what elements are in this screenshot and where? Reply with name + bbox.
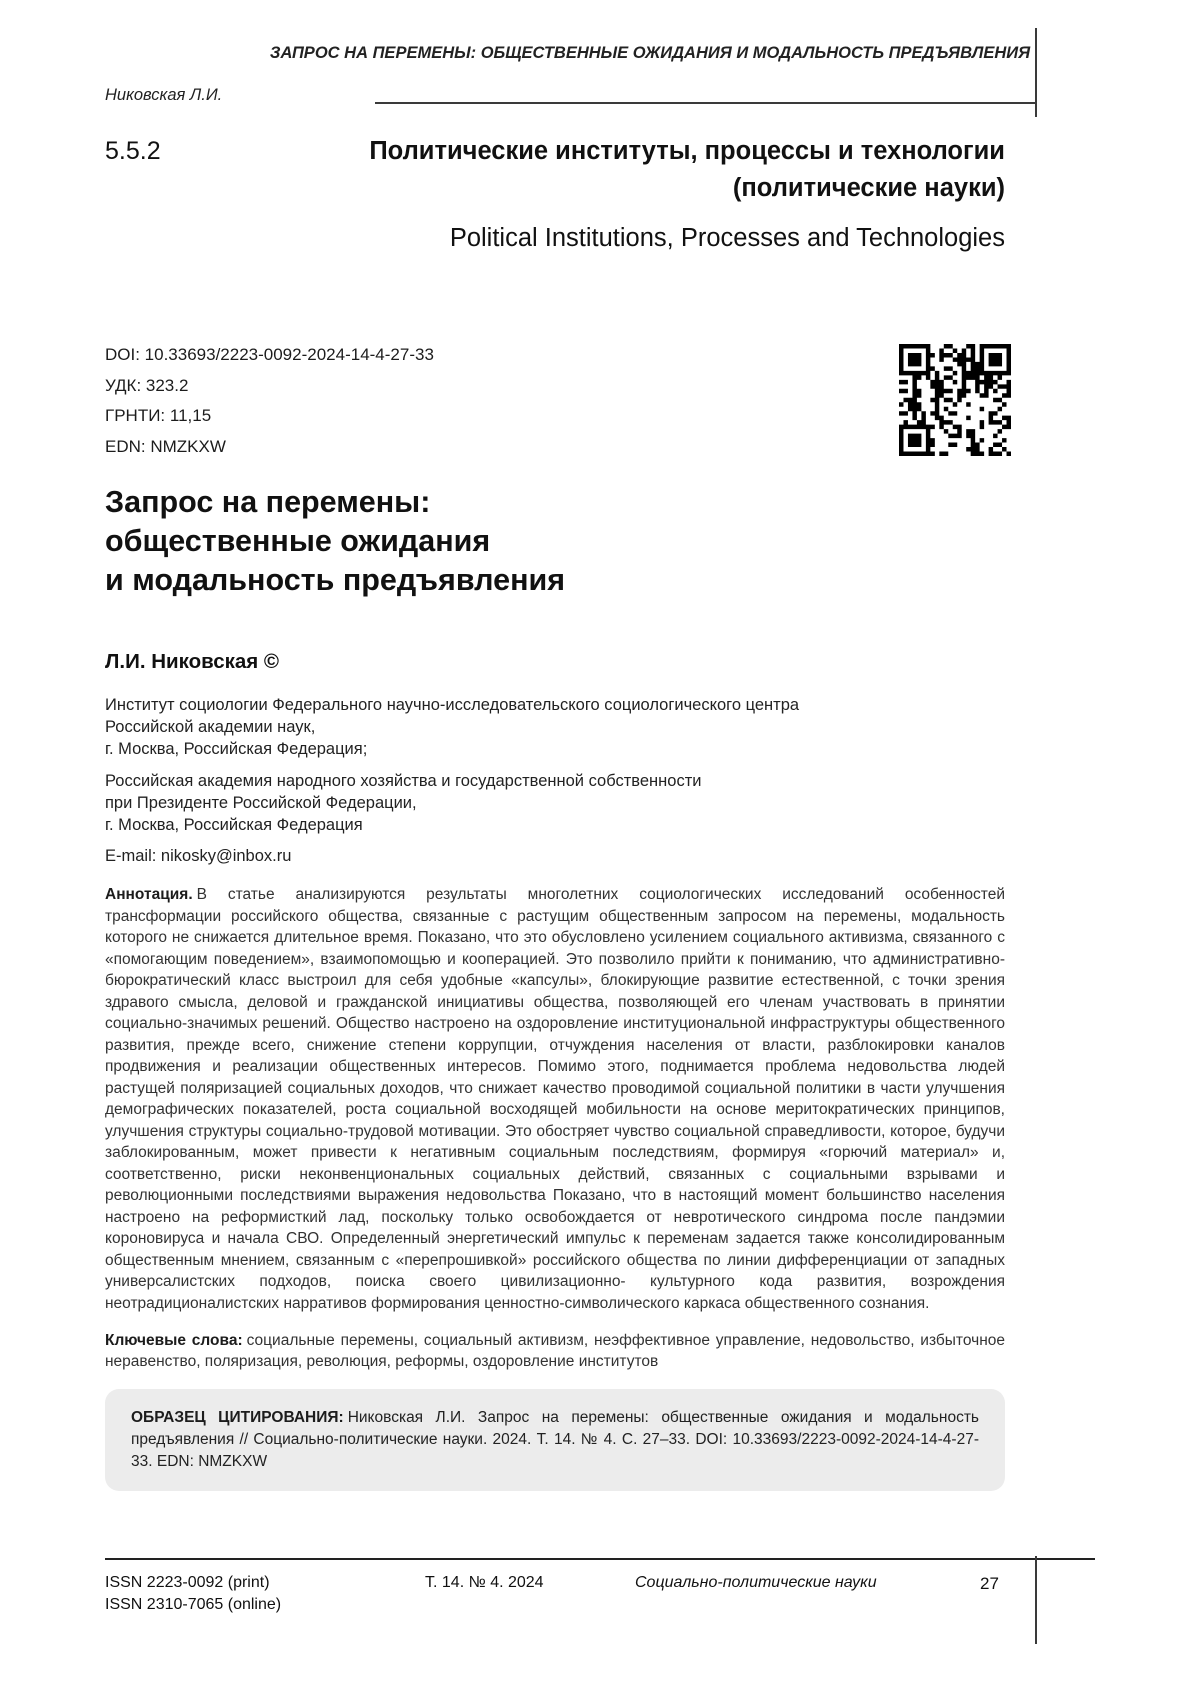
keywords-text: социальные перемены, социальный активизм, неэффективное управление, недовольство, избыточное неравенство, поляризация, революция, реформы, оздоровление институтов <box>105 1331 1006 1370</box>
udk-line: УДК: 323.2 <box>105 375 189 395</box>
section-title-ru-line2: (политические науки) <box>732 174 1005 202</box>
issn-print: ISSN 2223-0092 (print) <box>105 1574 270 1591</box>
abstract-label: Аннотация. <box>105 886 193 903</box>
affiliation-1 <box>105 694 1005 760</box>
section-title-ru-line1: Политические институты, процессы и технологии <box>369 137 1005 165</box>
header-divider <box>375 102 1036 104</box>
footer-journal-name: Социально-политические науки <box>635 1574 877 1591</box>
citation-box <box>105 1389 1005 1491</box>
issn-online: ISSN 2310-7065 (online) <box>105 1596 282 1613</box>
affiliation-1-line1: Институт социологии Федерального научно-исследовательского социологического центра <box>105 696 800 714</box>
footer-page-number: 27 <box>980 1574 999 1593</box>
section-heading <box>105 133 1005 253</box>
section-title-en: Political Institutions, Processes and Technologies <box>449 224 1005 252</box>
article-title <box>105 483 1005 600</box>
article-title-line2: общественные ожидания <box>105 524 491 558</box>
abstract-text: В статье анализируются результаты многолетних социологических исследований особенностей трансформации российского общества, связанные с растущим общественным запросом на перемены, модальность которого не снижается длительное время. Показано, что это обусловлено усилением социального активизма, связанного с «помогающим поведением», взаимопомощью и кооперацией. Это позволило прийти к пониманию, что административно-бюрократический класс выстроил для себя удобные «капсулы», блокирующие развитие естественной, с точки зрения здравого смысла, деловой и гражданской инициативы общества, позволяющей его членам участвовать в принятии социально-значимых решений. Общество настроено на оздоровление институциональной инфраструктуры общественного развития, прежде всего, снижение степени коррупции, отчуждения населения от власти, разблокировки каналов продвижения и реализации общественных интересов. Помимо этого, поднимается проблема недовольства людей растущей поляризацией социальных доходов, что снижает качество проводимой социальной политики в части улучшения демографических показателей, роста социальной восходящей мобильности на основе меритократических принципов, улучшения структуры социально-трудовой мотивации. Это обостряет чувство социальной справедливости, которое, будучи заблокированным, может привести к негативным социальным последствиям, формируя «горючий материал» и, соответственно, риски неконвенциональных социальных действий, связанных с социальными взрывами и революционными последствиями выражения недовольства Показано, что в настоящий момент большинство населения настроено на реформисткий лад, поскольку только освобождается от невротического синдрома после пандэмии короновируса и начала СВО. Определенный энергетический импульс к переменам задается также консолидированным общественным мнением, связанным с «перепрошивкой» российского общества по линии дифференциации от западных универсалистских подходов, поиска своего цивилизационно- культурного кода развития, возрождения неотрадиционалистских нарративов формирования ценностно-символического каркаса общественного сознания. <box>105 886 1005 1312</box>
keywords <box>105 1330 1005 1373</box>
affiliation-2-line2: при Президенте Российской Федерации, <box>105 794 417 812</box>
article-body <box>105 483 1005 1491</box>
section-titles <box>369 133 1005 253</box>
footer-volume: Т. 14. № 4. 2024 <box>425 1574 544 1591</box>
author-email: E-mail: nikosky@inbox.ru <box>105 847 292 865</box>
affiliation-2-line3: г. Москва, Российская Федерация <box>105 816 363 834</box>
article-title-line1: Запрос на перемены: <box>105 485 431 519</box>
affiliation-2-line1: Российская академия народного хозяйства и государственной собственности <box>105 772 702 790</box>
article-meta <box>105 340 434 462</box>
keywords-label: Ключевые слова: <box>105 1331 243 1349</box>
article-title-line3: и модальность предъявления <box>105 563 566 597</box>
header-vertical-rule <box>1035 28 1037 117</box>
edn-line: EDN: NMZKXW <box>105 436 226 456</box>
citation-label: ОБРАЗЕЦ ЦИТИРОВАНИЯ: <box>131 1408 344 1426</box>
affiliation-1-line2: Российской академии наук, <box>105 718 316 736</box>
footer-divider <box>105 1558 1095 1560</box>
article-author: Л.И. Никовская © <box>105 650 280 673</box>
issn-block <box>105 1572 281 1616</box>
footer-vertical-rule <box>1035 1556 1037 1644</box>
grnti-line: ГРНТИ: 11,15 <box>105 406 212 425</box>
running-head: ЗАПРОС НА ПЕРЕМЕНЫ: ОБЩЕСТВЕННЫЕ ОЖИДАНИЯ И МОДАЛЬНОСТЬ ПРЕДЪЯВЛЕНИЯ <box>269 44 1031 62</box>
abstract <box>105 884 1005 1314</box>
doi-line: DOI: 10.33693/2223-0092-2024-14-4-27-33 <box>105 345 434 364</box>
section-title-ru <box>369 133 1005 207</box>
affiliation-2 <box>105 770 1005 836</box>
affiliation-1-line3: г. Москва, Российская Федерация; <box>105 740 368 758</box>
running-author: Никовская Л.И. <box>105 86 223 104</box>
qr-code <box>899 344 1011 456</box>
citation-text: Никовская Л.И. Запрос на перемены: общественные ожидания и модальность предъявления // Социально-политические науки. 2024. Т. 14. № 4. С. 27–33. DOI: 10.33693/2223-0092-2024-14-4-27-33. EDN: NMZKXW <box>131 1408 979 1470</box>
section-number: 5.5.2 <box>105 137 161 165</box>
